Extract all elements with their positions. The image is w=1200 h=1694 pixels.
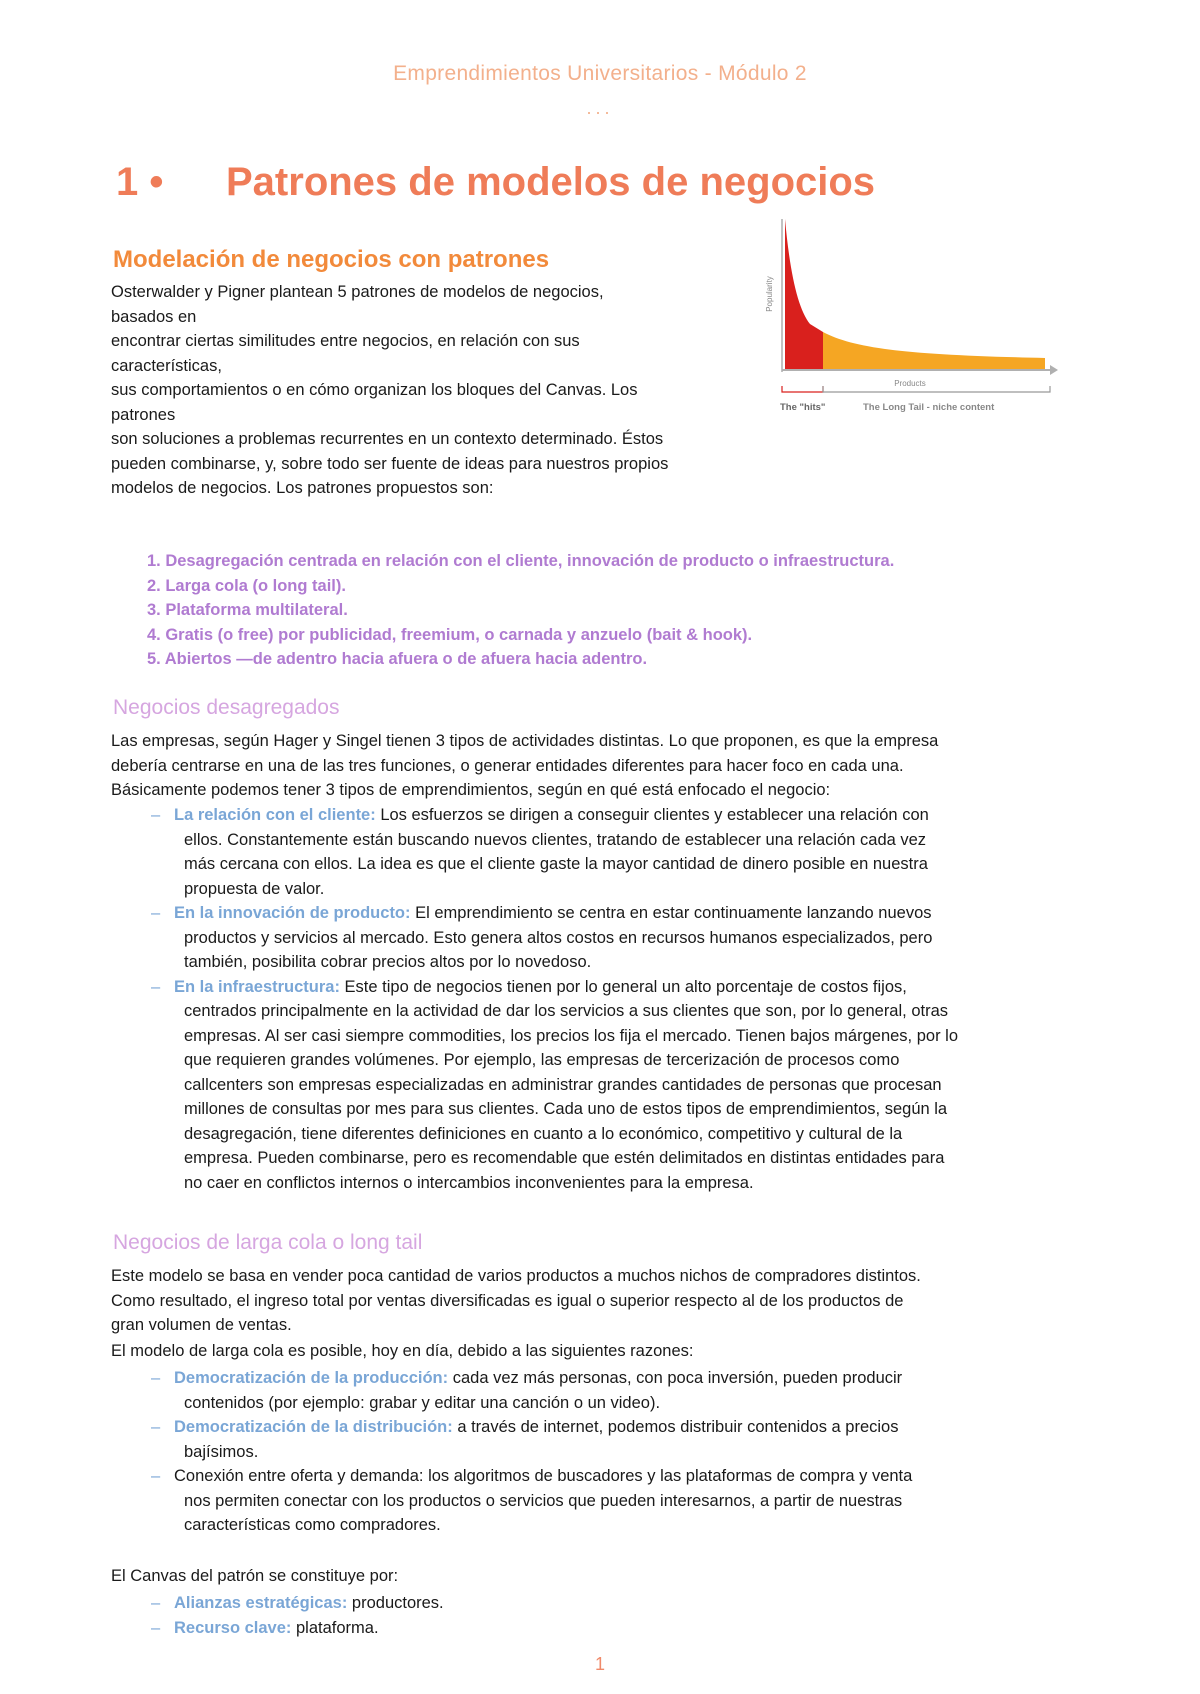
bullet-continuation: contenidos (por ejemplo: grabar y editar una canción o un video). [184,1393,661,1412]
pattern-item: 5. Abiertos —de adentro hacia afuera o de afuera hacia adentro. [147,650,648,668]
bullet-continuation: también, posibilita cobrar precios altos por lo novedoso. [184,953,592,971]
hits-bracket [782,386,823,392]
bullet-item [146,901,1106,975]
canvas-list [146,1591,1106,1640]
dash-marker: – [151,904,161,922]
section-heading [116,160,875,205]
bullet-item [146,1591,1106,1616]
dash-marker: – [151,1418,161,1436]
unbundled-intro-line: debería centrarse en una de las tres funciones, o generar entidades diferentes para hacer foco en cada una. [111,756,904,775]
pattern-item: 4. Gratis (o free) por publicidad, freemium, o carnada y anzuelo (bait & hook). [147,625,753,644]
bullet-first-line [174,1616,1106,1641]
dash-marker: – [151,1594,161,1612]
intro-paragraph [111,280,771,501]
bullet-first-line [174,803,1106,828]
longtail-title: Negocios de larga cola o long tail [113,1231,423,1254]
bullet-first-line [174,901,1106,926]
intro-line: patrones [111,405,176,424]
page-number: 1 [594,1654,605,1674]
intro-line: características, [111,356,222,375]
bullet-continuation: centrados principalmente en la actividad de dar los servicios a sus clientes que son, por lo general, otras [184,1002,949,1020]
chart-ylabel: Popularity [765,276,774,312]
reasons-intro-text: El modelo de larga cola es posible, hoy en día, debido a las siguientes razones: [111,1342,694,1360]
long-tail-chart [760,214,1060,424]
bullet-label: Recurso clave: [174,1618,292,1637]
bullet-item [146,803,1106,901]
bullet-first-line [174,1415,1106,1440]
longtail-intro [111,1264,1111,1338]
bullet-continuation: no caer en conflictos internos o intercambios inconvenientes para la empresa. [184,1173,754,1192]
dash-marker: – [151,1467,161,1485]
bullet-item [146,1616,1106,1641]
bullet-item [146,1464,1106,1538]
pattern-item: 1. Desagregación centrada en relación con el cliente, innovación de producto o infraestructura. [147,552,895,570]
bullet-text: El emprendimiento se centra en estar continuamente lanzando nuevos [410,904,932,922]
intro-line: Osterwalder y Pigner plantean 5 patrones de modelos de negocios, [111,283,604,301]
bullet-label: En la innovación de producto: [174,904,411,922]
canvas-intro-text: El Canvas del patrón se constituye por: [111,1567,399,1585]
bullet-item [146,1366,1106,1415]
bullet-continuation: callcenters son empresas especializadas en administrar grandes cantidades de personas que procesan [184,1075,942,1094]
bullet-continuation: empresa. Pueden combinarse, pero es recomendable que estén delimitados en distintas entidades para [184,1149,945,1167]
bullet-label: La relación con el cliente: [174,806,376,824]
bullet-continuation: millones de consultas por mes para sus clientes. Cada uno de estos tipos de emprendimientos, según la [184,1100,948,1118]
unbundled-intro-line: Básicamente podemos tener 3 tipos de emprendimientos, según en qué está enfocado el negocio: [111,781,831,799]
bullet-label: Alianzas estratégicas: [174,1594,348,1612]
document-header: Emprendimientos Universitarios - Módulo 2 [393,62,807,85]
unbundled-intro [111,729,1111,803]
long-tail-area [823,332,1045,369]
longtail-intro-line: Este modelo se basa en vender poca cantidad de varios productos a muchos nichos de compradores distintos. [111,1267,921,1285]
dash-marker: – [151,977,161,996]
long-tail-bracket [823,386,1050,392]
intro-line: encontrar ciertas similitudes entre negocios, en relación con sus [111,332,580,350]
bullet-text: cada vez más personas, con poca inversión, pueden producir [448,1369,903,1387]
bullet-continuation: características como compradores. [184,1516,441,1534]
intro-line: pueden combinarse, y, sobre todo ser fuente de ideas para nuestros propios [111,454,669,473]
bullet-continuation: más cercana con ellos. La idea es que el cliente gaste la mayor cantidad de dinero posible en nuestra [184,855,928,873]
bullet-continuation: desagregación, tiene diferentes definiciones en cuanto a lo económico, competitivo y cultural de la [184,1124,903,1143]
bullet-label: Democratización de la distribución: [174,1418,453,1436]
bullet-continuation: bajísimos. [184,1442,259,1461]
pattern-item: 3. Plataforma multilateral. [147,601,348,619]
bullet-label: Democratización de la producción: [174,1369,449,1387]
pattern-item: 2. Larga cola (o long tail). [147,576,346,595]
intro-line: basados en [111,307,197,326]
chart-xlabel: Products [894,379,926,388]
bullet-continuation: nos permiten conectar con los productos o servicios que pueden interesarnos, a partir de nuestras [184,1491,903,1510]
section-title: Patrones de modelos de negocios [226,160,876,204]
longtail-reasons-list [146,1366,1106,1538]
longtail-intro-line: gran volumen de ventas. [111,1316,292,1334]
reasons-intro [111,1339,1111,1364]
hits-annotation: The "hits" [780,402,826,413]
bullet-item [146,1415,1106,1464]
dash-marker: – [151,806,161,824]
bullet-continuation: productos y servicios al mercado. Esto genera altos costos en recursos humanos especializados, pero [184,928,933,947]
intro-line: sus comportamientos o en cómo organizan los bloques del Canvas. Los [111,381,638,399]
bullet-text: Conexión entre oferta y demanda: los algoritmos de buscadores y las plataformas de compra y venta [174,1467,913,1485]
bullet-first-line [174,1591,1106,1616]
dash-marker: – [151,1618,161,1637]
bullet-text: plataforma. [291,1618,379,1637]
section-number: 1 • [116,160,164,204]
bullet-text: Este tipo de negocios tienen por lo general un alto porcentaje de costos fijos, [339,977,907,996]
longtail-intro-line: Como resultado, el ingreso total por ventas diversificadas es igual o superior respecto al de los productos de [111,1291,904,1310]
unbundled-list [146,803,1106,1195]
intro-line: son soluciones a problemas recurrentes en un contexto determinado. Éstos [111,430,664,448]
intro-line: modelos de negocios. Los patrones propuestos son: [111,479,494,497]
x-axis-arrow [1050,365,1058,375]
hits-area [785,219,823,369]
bullet-first-line [174,1464,1106,1489]
header-dots: ... [586,98,614,118]
bullet-continuation: empresas. Al ser casi siempre commodities, los precios los fija el mercado. Tienen bajos márgenes, por lo [184,1026,959,1045]
bullet-item [146,975,1106,1196]
bullet-continuation: propuesta de valor. [184,879,325,898]
bullet-continuation: que requieren grandes volúmenes. Por ejemplo, las empresas de tercerización de procesos como [184,1051,900,1069]
bullet-text: a través de internet, podemos distribuir contenidos a precios [452,1418,899,1436]
bullet-text: Los esfuerzos se dirigen a conseguir clientes y establecer una relación con [375,806,929,824]
patterns-list [147,549,894,672]
bullet-continuation: ellos. Constantemente están buscando nuevos clientes, tratando de establecer una relación cada vez [184,830,927,849]
long-tail-annotation: The Long Tail - niche content [863,402,995,413]
unbundled-intro-line: Las empresas, según Hager y Singel tienen 3 tipos de actividades distintas. Lo que proponen, es que la empresa [111,732,939,750]
dash-marker: – [151,1369,161,1387]
unbundled-title: Negocios desagregados [113,696,340,719]
canvas-intro [111,1564,1111,1589]
bullet-text: productores. [347,1594,444,1612]
bullet-first-line [174,975,1106,1000]
bullet-label: En la infraestructura: [174,977,340,996]
subsection-title: Modelación de negocios con patrones [113,246,550,273]
bullet-first-line [174,1366,1106,1391]
